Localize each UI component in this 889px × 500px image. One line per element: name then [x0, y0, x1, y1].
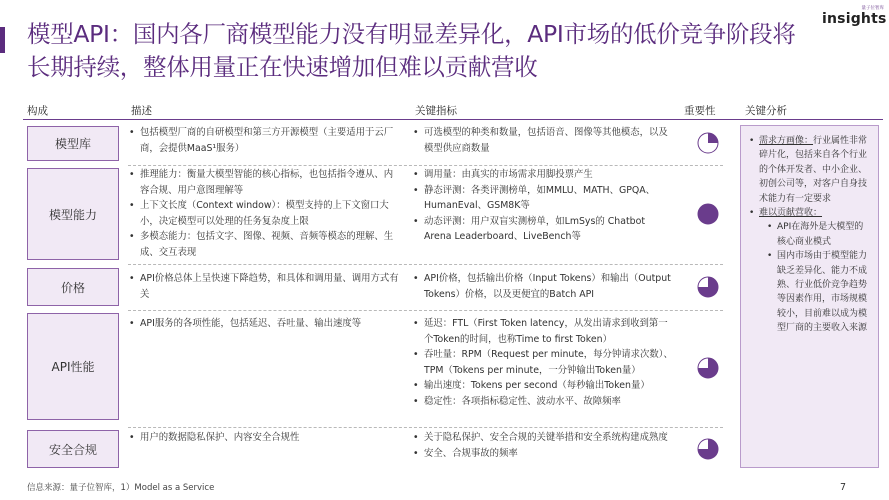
row-divider — [128, 165, 723, 166]
row-description — [128, 316, 400, 332]
row-divider — [128, 427, 723, 428]
page-title: 模型API：国内各厂商模型能力没有明显差异化，API市场的低价竞争阶段将长期持续，整体用量正在快速增加但难以贡献营收 — [27, 20, 796, 81]
header-description: 描述 — [131, 105, 152, 117]
kpi-item: • 延迟：FTL（First Token latency，从发出请求到收到第一个Token的时间，也称Time to first Token） — [412, 316, 674, 347]
description-item: • 多模态能力：包括文字、图像、视频、音频等模态的理解、生成、交互表现 — [128, 229, 400, 260]
description-item: • 上下文长度（Context window）：模型支持的上下文窗口大小，决定模型可以处理的任务复杂度上限 — [128, 198, 400, 229]
row-description — [128, 167, 400, 260]
kpi-item: • 动态评测：用户双盲实测榜单，如LmSys的 Chatbot Arena Leaderboard、LiveBench等 — [412, 214, 674, 245]
row-kpis — [412, 167, 674, 245]
analysis-subitem: • 国内市场由于模型能力缺乏差异化、能力不成熟、行业低价竞争趋势等因素作用，市场规模较小，目前难以成为模型厂商的主要收入来源 — [759, 249, 871, 335]
description-item: • 用户的数据隐私保护、内容安全合规性 — [128, 430, 400, 446]
row-label-price: 价格 — [27, 268, 119, 306]
analysis-item — [748, 206, 871, 336]
page-number: 7 — [840, 482, 847, 493]
kpi-item: • 稳定性：各项指标稳定性、波动水平、故障频率 — [412, 394, 674, 410]
analysis-item-title: 难以贡献营收： — [759, 208, 823, 219]
header-importance: 重要性 — [684, 105, 716, 117]
row-kpis — [412, 430, 674, 461]
description-item: • API服务的各项性能，包括延迟、吞吐量、输出速度等 — [128, 316, 400, 332]
row-kpis — [412, 316, 674, 409]
kpi-item: • 吞吐量：RPM（Request per minute，每分钟请求次数）、TPM（Tokens per minute，一分钟输出Token量） — [412, 347, 674, 378]
kpi-item: • 静态评测：各类评测榜单，如MMLU、MATH、GPQA、HumanEval、GSM8K等 — [412, 183, 674, 214]
row-description — [128, 430, 400, 446]
description-item: • 推理能力：衡量大模型智能的核心指标，也包括指令遵从、内容合规、用户意图理解等 — [128, 167, 400, 198]
header-component: 构成 — [27, 105, 48, 117]
kpi-item: • 调用量：由真实的市场需求用脚投票产生 — [412, 167, 674, 183]
header-divider — [23, 119, 883, 120]
analysis-subitem: • API在海外是大模型的核心商业模式 — [759, 220, 871, 249]
key-analysis-panel — [740, 125, 879, 468]
title-accent-bar — [0, 27, 5, 53]
logo-tagline: 量子位智库 — [861, 6, 884, 11]
kpi-item: • 关于隐私保护、安全合规的关键举措和安全系统构建成熟度 — [412, 430, 674, 446]
importance-pie-icon — [697, 132, 719, 154]
pie-fill — [708, 133, 718, 143]
analysis-item-title: 需求方画像： — [759, 136, 814, 146]
kpi-item: • 输出速度：Tokens per second（每秒输出Token量） — [412, 378, 674, 394]
row-description — [128, 125, 400, 156]
logo-wordmark: insights — [822, 11, 887, 27]
kpi-item: • 安全、合规事故的频率 — [412, 446, 674, 462]
row-label-model-library: 模型库 — [27, 126, 119, 161]
row-kpis — [412, 271, 674, 302]
row-label-security-compliance: 安全合规 — [27, 430, 119, 468]
kpi-item: • 可选模型的种类和数量，包括语音、图像等其他模态，以及模型供应商数量 — [412, 125, 674, 156]
analysis-item-text: 行业属性非常碎片化，包括来自各个行业的个体开发者、中小企业、初创公司等，对客户自身技术能力有一定要求 — [759, 136, 868, 204]
header-analysis: 关键分析 — [745, 105, 787, 117]
row-description — [128, 271, 400, 302]
header-kpi: 关键指标 — [415, 105, 457, 117]
analysis-item — [748, 134, 871, 206]
brand-logo — [822, 6, 887, 27]
description-item: • 包括模型厂商的自研模型和第三方开源模型（主要适用于云厂商，会提供MaaS¹服务） — [128, 125, 400, 156]
kpi-item: • API价格，包括输出价格（Input Tokens）和输出（Output Tokens）价格，以及更便宜的Batch API — [412, 271, 674, 302]
row-label-model-capability: 模型能力 — [27, 168, 119, 260]
row-kpis — [412, 125, 674, 156]
pie-fill — [698, 204, 718, 224]
description-item: • API价格总体上呈快速下降趋势，和具体和调用量、调用方式有关 — [128, 271, 400, 302]
row-divider — [128, 310, 723, 311]
row-label-api-performance: API性能 — [27, 313, 119, 420]
importance-pie-icon — [697, 438, 719, 460]
importance-pie-icon — [697, 203, 719, 225]
source-footnote: 信息来源：量子位智库，1）Model as a Service — [27, 483, 215, 493]
importance-pie-icon — [697, 357, 719, 379]
importance-pie-icon — [697, 276, 719, 298]
row-divider — [128, 264, 723, 265]
